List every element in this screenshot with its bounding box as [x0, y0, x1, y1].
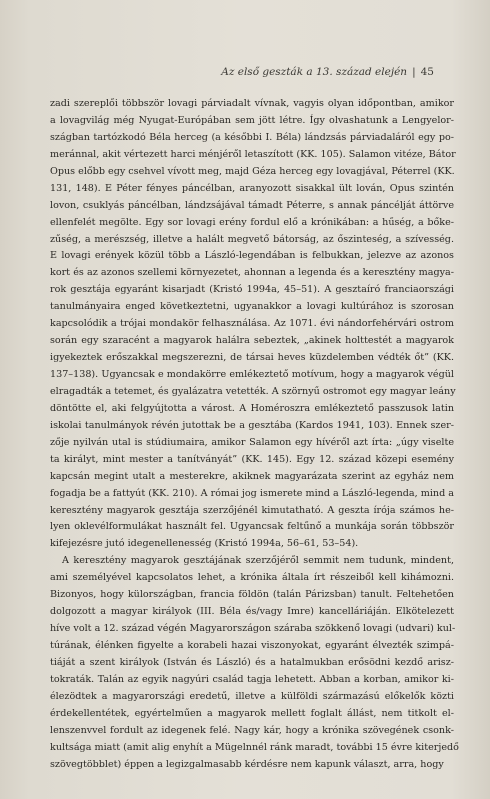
text-line: fogadja be a fattyút (KK. 210). A római jog ismerete mind a László-legenda, mind a — [50, 487, 454, 499]
text-line: lyen oklevélformulákat használt fel. Ugyancsak feltűnő a munkája során többször — [50, 521, 454, 533]
text-line: meránnal, akit vértezett harci ménjéről letaszított (KK. 105). Salamon vitéze, Bátor — [50, 148, 456, 160]
text-line: érdekellentétek, egyértelműen a magyarok mellett foglalt állást, nem titkolt el- — [50, 707, 454, 719]
text-line: kapcsolódik a trójai mondakör felhasználása. Az 1071. évi nándorfehérvári ostrom — [50, 318, 454, 330]
text-line: tokraták. Talán az egyik nagyúri család tagja lehetett. Abban a korban, amikor ki- — [50, 673, 454, 685]
text-line: zadi szereplői többször lovagi párviadalt vívnak, vagyis olyan időpontban, amikor — [50, 98, 454, 109]
text-line: szövegtöbblet) éppen a legizgalmasabb kérdésre nem kapunk választ, arra, hogy — [50, 758, 444, 770]
text-line: szágban tartózkodó Béla herceg (a későbbi I. Béla) lándzsás párviadaláról egy po- — [50, 131, 454, 143]
text-line: A keresztény magyarok gesztájának szerzőjéről semmit nem tudunk, mindent, — [62, 555, 454, 567]
text-line: E lovagi erények közül több a László-legendában is felbukkan, jelezve az azonos — [50, 250, 454, 262]
text-line: kapcsán megint utalt a mesterekre, akiknek magyarázata szerint az egyház nem — [50, 470, 454, 482]
text-line: zűség, a merészség, illetve a halált megvető bátorság, az őszinteség, a szívesség. — [50, 233, 454, 245]
text-line: zője nyilván utal is stúdiumaira, amikor Salamon egy hívéről azt írta: „úgy viselte — [50, 436, 454, 448]
text-line: a lovagvilág még Nyugat-Európában sem jött létre. Így olvashatunk a Lengyelor- — [50, 114, 454, 126]
text-line: keresztény magyarok gesztája szerzőjénél kimutatható. A geszta írója számos he- — [50, 504, 454, 516]
running-head-separator: | — [412, 66, 416, 78]
text-line: élezödtek a magyarországi eredetű, illetve a külföldi származású előkelők közti — [50, 690, 454, 702]
text-line: lovon, csuklyás páncélban, lándzsájával támadt Péterre, s annak páncélját áttörve — [50, 199, 454, 211]
paragraph — [50, 96, 454, 553]
text-line: kort és az azonos szellemi környezetet, ahonnan a legenda és a keresztény magya- — [50, 267, 454, 279]
text-line: ta királyt, mint mester a tanítványát” (KK. 145). Egy 12. század közepi esemény — [50, 453, 454, 465]
text-line: híve volt a 12. század végén Magyarországon száraba szökkenő lovagi (udvari) kul- — [50, 623, 456, 635]
running-head — [221, 66, 434, 78]
text-line: Bizonyos, hogy külországban, francia földön (talán Párizsban) tanult. Feltehetően — [50, 589, 454, 601]
text-line: lenszenvvel fordult az idegenek felé. Nagy kár, hogy a krónika szövegének csonk- — [50, 724, 454, 736]
text-line: ami személyével kapcsolatos lehet, a krónika általa írt részeiből kell kihámozni. — [50, 572, 454, 584]
text-line: döntötte el, aki felgyújtotta a várost. A Homéroszra emlékeztető passzusok latin — [50, 402, 454, 414]
text-line: rok gesztája egyaránt kisarjadt (Kristó 1994a, 45–51). A gesztaíró franciaországi — [50, 284, 454, 296]
text-line: Opus előbb egy csehvel vívott meg, majd Géza herceg egy lovagjával, Péterrel (KK. — [50, 165, 455, 177]
text-line: túrának, élénken figyelte a korabeli hazai viszonyokat, egyaránt élvezték szimpá- — [50, 640, 454, 651]
text-line: elragadták a tetemet, és gyalázatra vetették. A szörnyű ostromot egy magyar leány — [50, 385, 456, 397]
text-line: iskolai tanulmányok révén jutottak be a gesztába (Kardos 1941, 103). Ennek szer- — [50, 419, 454, 431]
text-line: 137–138). Ugyancsak e mondakörre emlékeztető motívum, hogy a magyarok végül — [50, 369, 454, 380]
running-head-title: Az első geszták a 13. század elején — [221, 66, 408, 78]
body-text — [50, 96, 459, 774]
paragraph — [50, 553, 459, 773]
text-line: tanulmányaira enged következtetni, ugyanakkor a lovagi kultúrához is szorosan — [50, 301, 454, 313]
text-line: kultsága miatt (amit alig enyhít a Mügelnnél ránk maradt, további 15 évre kiterjedő — [50, 741, 459, 753]
text-line: 131, 148). E Péter fényes páncélban, aranyozott sisakkal ült lován, Opus szintén — [50, 182, 454, 194]
page-number: 45 — [420, 66, 434, 78]
text-line: igyekeztek erőszakkal megszerezni, de társai heves küzdelemben védték őt” (KK. — [50, 352, 454, 364]
text-line: ellenfelét megölte. Egy sor lovagi erény fordul elő a krónikában: a hűség, a bőke- — [50, 216, 454, 228]
text-line: dolgozott a magyar királyok (III. Béla és/vagy Imre) kancelláriáján. Elkötelezett — [50, 606, 454, 618]
text-line: tiáját a szent királyok (István és László) és a hatalmukban erősödni kezdő arisz- — [50, 656, 454, 668]
text-line: során egy szaracént a magyarok halálra sebeztek, „akinek holttestét a magyarok — [50, 335, 454, 347]
text-line: kifejezésre jutó idegenellenesség (Kristó 1994a, 56–61, 53–54). — [50, 538, 359, 550]
